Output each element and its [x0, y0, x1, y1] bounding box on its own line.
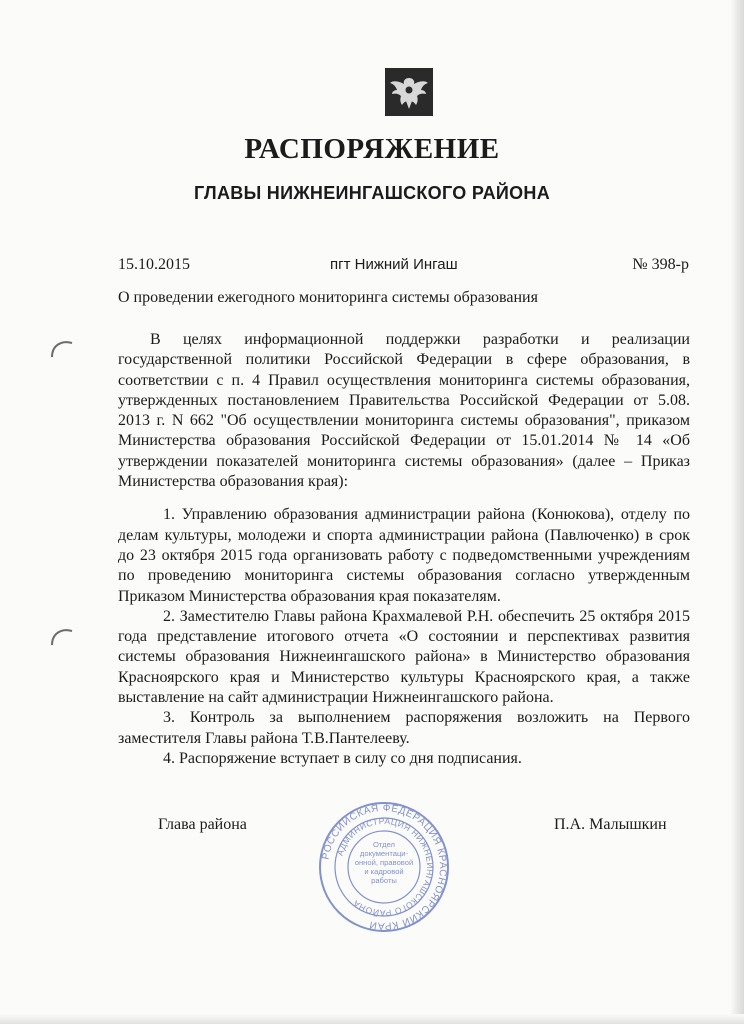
stamp-inner-text: АДМИНИСТРАЦИЯ НИЖНЕИНГАШСКОГО РАЙОНА [334, 815, 436, 919]
document-place: пгт Нижний Ингаш [330, 256, 458, 273]
stamp-center-text: Отдел документаци-онной, правовой и кадровой работы [354, 840, 414, 885]
document-body [118, 330, 690, 769]
stamp-outer-text: РОССИЙСКАЯ ФЕДЕРАЦИЯ КРАСНОЯРСКИЙ КРАЙ [320, 802, 449, 932]
document-subtitle: ГЛАВЫ НИЖНЕИНГАШСКОГО РАЙОНА [193, 183, 551, 203]
paragraph-item-4: 4. Распоряжение вступает в силу со дня подписания. [163, 749, 522, 767]
official-stamp [317, 800, 451, 934]
signature-name: П.А. Малышкин [554, 816, 667, 833]
paragraph-item-2: 2. Заместителю Главы района Крахмалевой Р.Н. обеспечить 25 октября 2015 года представление итогового отчета «О состоянии и перспективах развития системы образования Нижнеингашского района» в Министерство образования Красноярского края и Министерство культуры Красноярского края, а также выставление на сайт администрации Нижнеингашского района. [118, 607, 690, 707]
document-subject: О проведении ежегодного мониторинга системы образования [118, 289, 538, 306]
signature-role: Глава района [158, 816, 247, 833]
paragraph-item-1: 1. Управлению образования администрации района (Конюкова), отделу по делам культуры, молодежи и спорта администрации района (Павлюченко) в срок до 23 октября 2015 года организовать работу с подведомственными учреждениям по проведению мониторинга системы образования согласно утвержденным Приказом Министерства образования края показателям. [118, 506, 690, 605]
coat-of-arms-icon [385, 68, 433, 116]
paragraph-item-3: 3. Контроль за выполнением распоряжения возложить на Первого заместителя Главы района Т.В.Пантелееву. [118, 709, 690, 747]
paragraph-intro: В целях информационной поддержки разработки и реализации государственной политики Российской Федерации в сфере образования, в соответствии с п. 4 Правил осуществления мониторинга системы образования, утвержденных постановлением Правительства Российской Федерации от 5.08. 2013 г. N 662 "Об осуществлении мониторинга системы образования", приказом Министерства образования Российской Федерации от 15.01.2014 № 14 «Об утверждении показателей мониторинга системы образования» (далее – Приказ Министерства образования края): [118, 331, 690, 491]
document-title: РАСПОРЯЖЕНИЕ [244, 133, 500, 165]
document-date: 15.10.2015 [118, 256, 190, 273]
paper-edge-bottom [0, 1014, 744, 1024]
punch-hole-icon [48, 623, 78, 653]
document-number: № 398-р [632, 256, 689, 273]
punch-hole-icon [48, 335, 78, 365]
